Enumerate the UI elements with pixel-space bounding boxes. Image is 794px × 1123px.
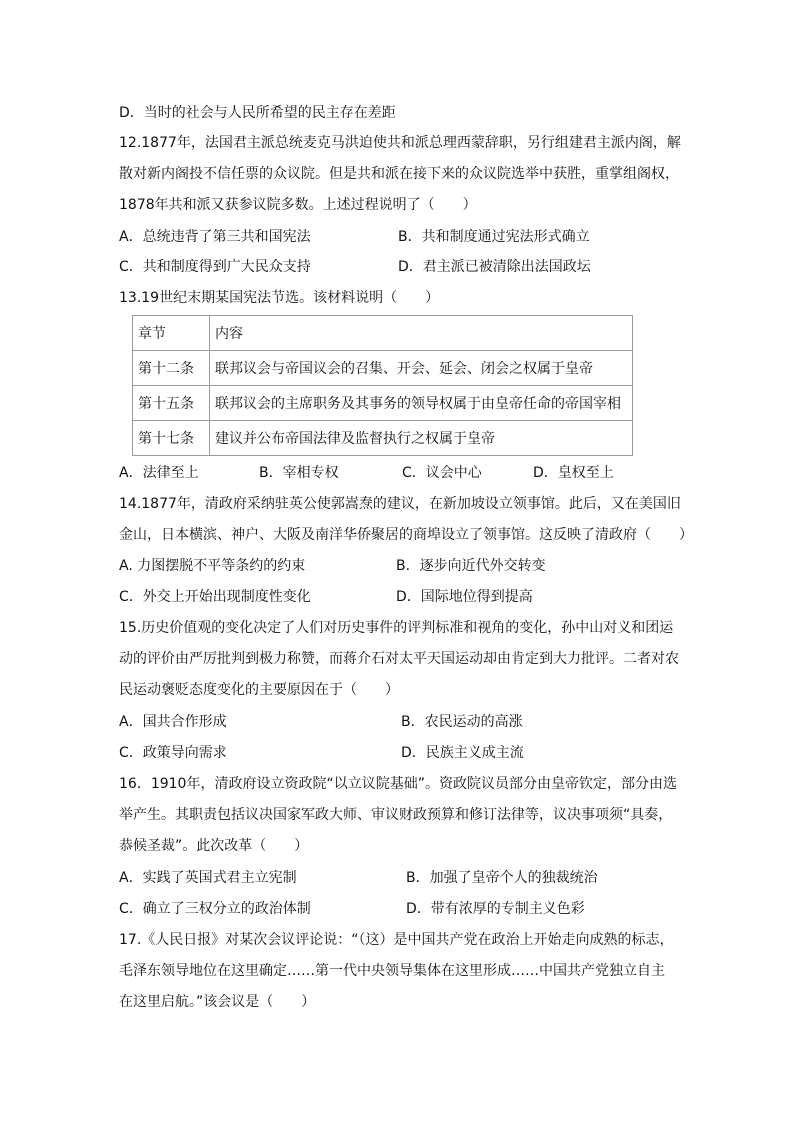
q16-option-b: B．加强了皇帝个人的独裁统治 [406, 870, 598, 886]
q15-stem-line1: 15.历史价值观的变化决定了人们对历史事件的评判标准和视角的变化，孙中山对义和团运 [119, 620, 674, 636]
table-cell: 建议并公布帝国法律及监督执行之权属于皇帝 [210, 421, 633, 456]
table-row [133, 386, 633, 421]
table-cell: 联邦议会的主席职务及其事务的领导权属于由皇帝任命的帝国宰相 [210, 386, 633, 421]
q13-option-c: C．议会中心 [402, 465, 482, 481]
q12-option-b: B．共和制度通过宪法形式确立 [398, 229, 590, 245]
table-header-row [133, 316, 633, 351]
q17-stem-line1: 17.《人民日报》对某次会议评论说：“（这）是中国共产党在政治上开始走向成熟的标志， [119, 932, 674, 948]
table-header-cell: 章节 [133, 316, 210, 351]
table-cell: 联邦议会与帝国议会的召集、开会、延会、闭会之权属于皇帝 [210, 351, 633, 386]
table-row [133, 351, 633, 386]
q17-stem-line3: 在这里启航。”该会议是（ ） [119, 994, 316, 1010]
q13-stem: 13.19世纪末期某国宪法节选。该材料说明（ ） [119, 290, 440, 306]
q16-stem-line1: 16．1910年，清政府设立资政院“以立议院基础”。资政院议员部分由皇帝钦定，部分由选 [119, 776, 677, 792]
q12-stem-line3: 1878年共和派又获参议院多数。上述过程说明了（ ） [119, 197, 477, 213]
q16-option-c: C．确立了三权分立的政治体制 [119, 901, 311, 917]
q16-option-d: D．带有浓厚的专制主义色彩 [406, 901, 585, 917]
q13-option-a: A．法律至上 [119, 465, 199, 481]
q14-option-a: A. 力图摆脱不平等条约的约束 [119, 558, 306, 574]
q15-option-a: A．国共合作形成 [119, 714, 227, 730]
q12-stem-line1: 12.1877年，法国君主派总统麦克马洪迫使共和派总理西蒙辞职，另行组建君主派内阁，解 [119, 135, 681, 151]
q14-option-c: C．外交上开始出现制度性变化 [119, 589, 311, 605]
q15-option-d: D．民族主义成主流 [401, 745, 524, 761]
q15-option-c: C．政策导向需求 [119, 745, 227, 761]
table-row [133, 421, 633, 456]
q14-option-d: D．国际地位得到提高 [396, 589, 533, 605]
q15-stem-line3: 民运动褒贬态度变化的主要原因在于（ ） [119, 682, 399, 698]
q15-stem-line2: 动的评价由严厉批判到极力称赞，而蒋介石对太平天国运动却由肯定到大力批评。二者对农 [119, 651, 679, 667]
table-header-cell: 内容 [210, 316, 633, 351]
q11-option-d: D．当时的社会与人民所希望的民主存在差距 [119, 105, 396, 121]
q16-stem-line2: 举产生。其职责包括议决国家军政大师、审议财政预算和修订法律等，议决事项须“具奏， [119, 807, 673, 823]
q12-stem-line2: 散对新内阁投不信任票的众议院。但是共和派在接下来的众议院选举中获胜，重掌组阁权， [119, 166, 679, 182]
constitution-table [132, 315, 633, 456]
q14-stem-line1: 14.1877年，清政府采纳驻英公使郭嵩焘的建议，在新加坡设立领事馆。此后，又在美国旧 [119, 496, 681, 512]
q16-stem-line3: 恭候圣裁”。此次改革（ ） [119, 838, 309, 854]
q14-option-b: B．逐步向近代外交转变 [396, 558, 546, 574]
q12-option-d: D．君主派已被清除出法国政坛 [398, 259, 591, 275]
q15-option-b: B．农民运动的高涨 [401, 714, 523, 730]
q17-stem-line2: 毛泽东领导地位在这里确定……第一代中央领导集体在这里形成……中国共产党独立自主 [119, 963, 665, 979]
q12-option-a: A．总统违背了第三共和国宪法 [119, 229, 311, 245]
table-cell: 第十五条 [133, 386, 210, 421]
q14-stem-line2: 金山，日本横滨、神户、大阪及南洋华侨聚居的商埠设立了领事馆。这反映了清政府（ ） [119, 527, 693, 543]
table-cell: 第十二条 [133, 351, 210, 386]
q12-option-c: C．共和制度得到广大民众支持 [119, 259, 311, 275]
q13-option-b: B．宰相专权 [259, 465, 339, 481]
q16-option-a: A．实践了英国式君主立宪制 [119, 870, 297, 886]
table-cell: 第十七条 [133, 421, 210, 456]
q13-option-d: D．皇权至上 [533, 465, 614, 481]
